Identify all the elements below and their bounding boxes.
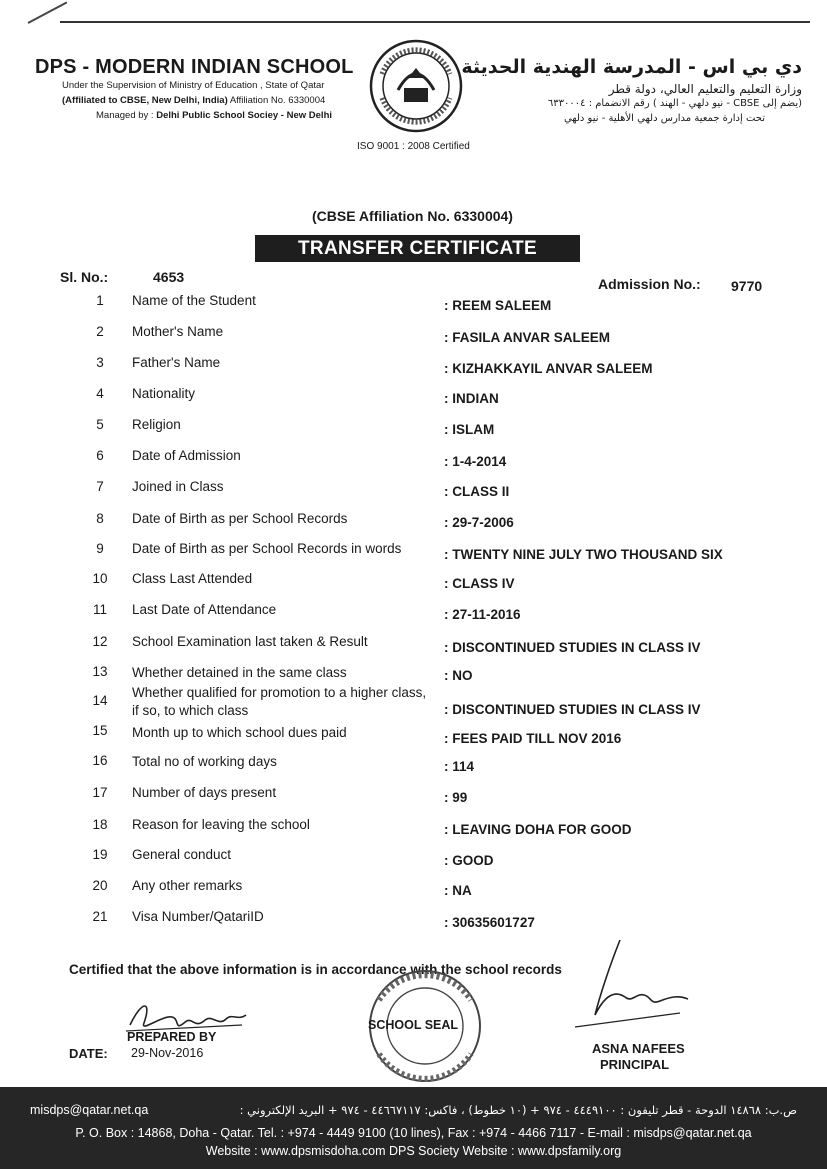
row-number: 21 — [92, 909, 108, 924]
field-label: Name of the Student — [132, 293, 256, 308]
field-label: Nationality — [132, 386, 196, 401]
field-label: Date of Birth as per School Records — [132, 511, 348, 526]
field-value: : DISCONTINUED STUDIES IN CLASS IV — [444, 702, 701, 717]
field-label: Date of Admission — [132, 448, 241, 463]
field-label: Class Last Attended — [132, 571, 253, 586]
field-value: : 29-7-2006 — [444, 515, 514, 530]
field-value: : NO — [444, 668, 473, 683]
managed-by-name: Delhi Public School Sociey - New Delhi — [156, 110, 333, 121]
arabic-affiliation-line: (يضم إلى CBSE - نيو دلهي - الهند ) رقم الانضمام : ٦٣٣٠٠٠٤ — [547, 98, 802, 109]
row-number: 3 — [96, 355, 104, 370]
serial-label: Sl. No.: — [60, 269, 109, 285]
field-value: : TWENTY NINE JULY TWO THOUSAND SIX — [444, 547, 723, 562]
admission-value: 9770 — [731, 278, 763, 294]
school-name: DPS - MODERN INDIAN SCHOOL — [35, 56, 354, 78]
footer-contact-line: P. O. Box : 14868, Doha - Qatar. Tel. : +974 - 4449 9100 (10 lines), Fax : +974 - 4466 7117 - E-mail : misdps@qatar.net.qa — [75, 1126, 752, 1140]
field-label: School Examination last taken & Result — [132, 634, 368, 649]
field-value: : FASILA ANVAR SALEEM — [444, 330, 611, 345]
footer-website-line: Website : www.dpsmisdoha.com DPS Society Website : www.dpsfamily.org — [205, 1144, 622, 1158]
field-value: : 99 — [444, 790, 468, 805]
field-value: : FEES PAID TILL NOV 2016 — [444, 731, 622, 746]
field-value: : 27-11-2016 — [444, 607, 521, 622]
footer-bar — [0, 1087, 827, 1169]
row-number: 15 — [92, 723, 108, 738]
row-number: 9 — [96, 541, 104, 556]
affiliation-bold: (Affiliated to CBSE, New Delhi, India) — [62, 95, 228, 106]
principal-signature — [570, 935, 700, 1035]
field-value: : ISLAM — [444, 422, 495, 437]
field-label: General conduct — [132, 847, 232, 862]
top-rule — [60, 21, 810, 23]
field-label: Father's Name — [132, 355, 221, 370]
row-number: 20 — [92, 878, 108, 893]
arabic-ministry-line: وزارة التعليم والتعليم العالي، دولة قطر — [608, 82, 802, 96]
field-label: Whether qualified for promotion to a higher class, — [132, 685, 427, 700]
field-value: : 1-4-2014 — [444, 454, 507, 469]
iso-certification: ISO 9001 : 2008 Certified — [357, 141, 470, 152]
date-value: 29-Nov-2016 — [131, 1046, 204, 1060]
field-value: : LEAVING DOHA FOR GOOD — [444, 822, 632, 837]
certificate-title: TRANSFER CERTIFICATE — [255, 235, 580, 262]
cbse-affiliation: (CBSE Affiliation No. 6330004) — [312, 208, 513, 224]
school-logo — [368, 38, 464, 134]
row-number: 17 — [92, 785, 108, 800]
row-number: 10 — [92, 571, 108, 586]
field-value: : GOOD — [444, 853, 494, 868]
field-value: : DISCONTINUED STUDIES IN CLASS IV — [444, 640, 701, 655]
row-number: 16 — [92, 753, 108, 768]
principal-title: PRINCIPAL — [600, 1057, 670, 1072]
field-label-continued: if so, to which class — [132, 703, 249, 718]
field-label: Total no of working days — [132, 754, 277, 769]
principal-name: ASNA NAFEES — [592, 1041, 685, 1056]
field-label: Visa Number/QatariID — [132, 909, 264, 924]
row-number: 5 — [96, 417, 104, 432]
field-label: Religion — [132, 417, 181, 432]
row-number: 7 — [96, 479, 104, 494]
supervision-line: Under the Supervision of Ministry of Education , State of Qatar — [62, 80, 325, 91]
managed-by-line — [96, 110, 332, 121]
row-number: 8 — [96, 511, 104, 526]
prepared-by-label: PREPARED BY — [127, 1030, 217, 1044]
field-value: : 30635601727 — [444, 915, 535, 930]
managed-by-prefix: Managed by : — [96, 110, 157, 121]
field-label: Mother's Name — [132, 324, 224, 339]
row-number: 14 — [92, 693, 108, 708]
row-number: 18 — [92, 817, 108, 832]
school-seal-label: SCHOOL SEAL — [368, 1018, 459, 1032]
field-value: : NA — [444, 883, 472, 898]
field-label: Whether detained in the same class — [132, 665, 347, 680]
row-number: 19 — [92, 847, 108, 862]
field-value: : CLASS IV — [444, 576, 515, 591]
field-value: : REEM SALEEM — [444, 298, 552, 313]
field-label: Number of days present — [132, 785, 277, 800]
field-label: Last Date of Attendance — [132, 602, 277, 617]
arabic-school-name: دي بي اس - المدرسة الهندية الحديثة — [461, 56, 802, 78]
field-label: Any other remarks — [132, 878, 243, 893]
row-number: 13 — [92, 664, 108, 679]
affiliation-rest: Affiliation No. 6330004 — [227, 95, 326, 106]
row-number: 12 — [92, 634, 108, 649]
field-value: : CLASS II — [444, 484, 510, 499]
footer-email: misdps@qatar.net.qa — [30, 1103, 149, 1117]
field-label: Month up to which school dues paid — [132, 725, 347, 740]
field-value: : 114 — [444, 759, 475, 774]
date-label: DATE: — [69, 1046, 108, 1061]
affiliation-line — [62, 95, 325, 106]
row-number: 6 — [96, 448, 104, 463]
field-value: : INDIAN — [444, 391, 499, 406]
row-number: 4 — [96, 386, 104, 401]
serial-value: 4653 — [153, 269, 185, 285]
field-label: Reason for leaving the school — [132, 817, 310, 832]
arabic-managed-line: تحت إدارة جمعية مدارس دلهي الأهلية - نيو دلهي — [563, 113, 765, 124]
row-number: 1 — [96, 293, 104, 308]
field-value: : KIZHAKKAYIL ANVAR SALEEM — [444, 361, 653, 376]
footer-arabic-contact: ص.ب: ١٤٨٦٨ الدوحة - قطر تليفون : ٤٤٤٩١٠٠ - ٩٧٤ + (١٠ خطوط) ، فاكس: ٤٤٦٦٧١١٧ - ٩٧٤ + البريد الإلكتروني : — [239, 1103, 797, 1117]
field-label: Date of Birth as per School Records in words — [132, 541, 402, 556]
field-label: Joined in Class — [132, 479, 224, 494]
row-number: 11 — [92, 602, 107, 617]
certification-statement: Certified that the above information is in accordance with the school records — [69, 962, 562, 977]
admission-label: Admission No.: — [598, 276, 701, 292]
row-number: 2 — [96, 324, 104, 339]
